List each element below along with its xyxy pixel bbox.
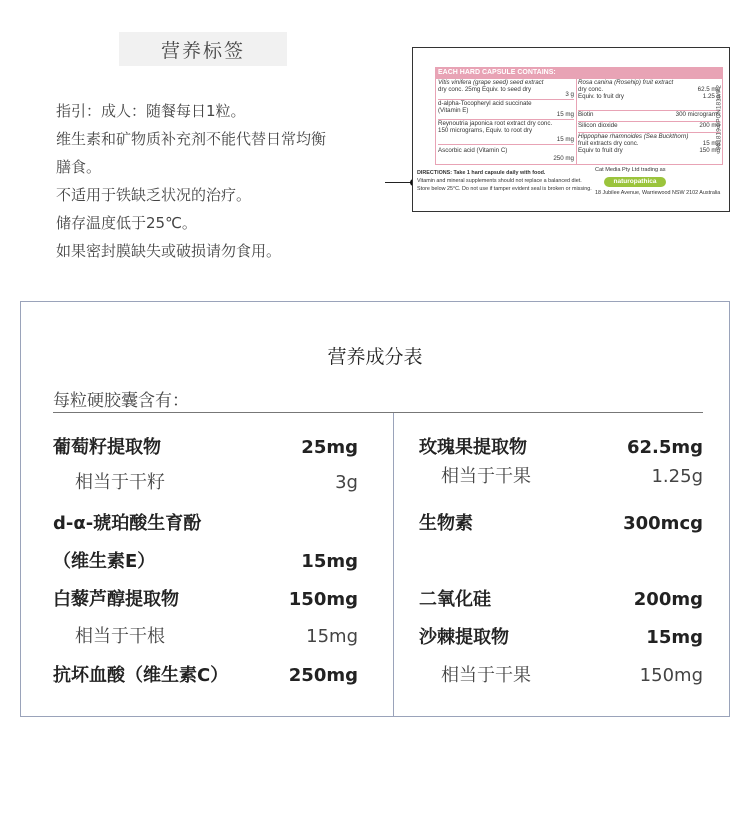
facts-subtitle: 每粒硬胶囊含有：: [53, 391, 189, 411]
label-cell-text: Equiv. to fruit dry: [578, 93, 624, 100]
facts-row: [53, 587, 358, 613]
ingredient-amount: 15mg: [301, 551, 358, 572]
ingredient-name: （维生素E）: [53, 551, 156, 572]
directions-line: 膳食。: [56, 158, 102, 176]
label-cell-value: 3 g: [565, 91, 574, 98]
ingredient-name: 二氧化硅: [419, 589, 491, 610]
directions-line: 不适用于铁缺乏状况的治疗。: [56, 186, 252, 204]
ingredient-name: 生物素: [419, 513, 473, 534]
label-cell-line: [578, 147, 720, 154]
nutrition-facts-table: [20, 301, 730, 717]
label-cell-value: 1.25 g: [702, 93, 720, 100]
ingredient-amount: 200mg: [633, 589, 703, 610]
label-side-code: 951819 9PCN1819/P2: [715, 84, 723, 151]
directions-line: 维生素和矿物质补充剂不能代替日常均衡: [56, 130, 327, 148]
label-left-column: [436, 79, 577, 164]
facts-title: 营养成分表: [327, 346, 423, 368]
brand-logo: naturopathica: [604, 177, 666, 187]
label-cell-text: (Vitamin E): [438, 107, 469, 114]
label-cell-line: [578, 122, 720, 129]
label-cell-value: 150 mg: [699, 147, 720, 154]
ingredient-name: 相当于干果: [441, 466, 531, 487]
directions-text: [56, 97, 396, 265]
facts-row: [419, 625, 703, 651]
ingredient-name: 相当于干果: [441, 665, 531, 686]
ingredient-amount: 250mg: [288, 665, 358, 686]
label-cell-text: 150 micrograms, Equiv. to root dry: [438, 127, 533, 134]
facts-row: [53, 549, 358, 575]
ingredient-amount: 62.5mg: [626, 437, 703, 458]
facts-row: [419, 587, 703, 613]
ingredient-name: 相当于干籽: [75, 472, 165, 493]
ingredient-name: 葡萄籽提取物: [53, 437, 161, 458]
label-ingredient-table: [435, 78, 723, 165]
facts-divider: [53, 412, 703, 413]
ingredient-amount: 300mcg: [623, 513, 703, 534]
label-cell: [438, 79, 574, 100]
label-cell: [578, 111, 720, 122]
facts-row: [419, 435, 703, 461]
ingredient-name: 玫瑰果提取物: [419, 437, 527, 458]
label-cell-text: d-alpha-Tocopheryl acid succinate: [438, 100, 532, 107]
facts-row: [53, 435, 358, 461]
facts-column-divider: [393, 413, 394, 716]
label-cell-value: 62.5 mg: [697, 86, 720, 93]
label-cell: [438, 147, 574, 163]
ingredient-name: 相当于干根: [75, 626, 165, 647]
label-cell-text: Equiv to fruit dry: [578, 147, 623, 154]
label-cell-text: Silicon dioxide: [578, 122, 618, 129]
label-directions: [417, 169, 592, 193]
ingredient-name: 抗坏血酸（维生素C）: [53, 665, 229, 686]
directions-line: 指引：成人：随餐每日1粒。: [56, 102, 246, 120]
label-cell-text: Vitis vinifera (grape seed) seed extract: [438, 79, 544, 86]
ingredient-amount: 150mg: [288, 589, 358, 610]
label-cell: [578, 133, 720, 163]
label-cell-text: dry conc.: [578, 86, 604, 93]
label-cell-value: 15 mg: [702, 140, 720, 147]
label-cell: [578, 79, 720, 111]
label-cell: [438, 100, 574, 120]
facts-row: [53, 470, 358, 496]
product-label: [412, 47, 730, 212]
label-directions-line: Store below 25°C. Do not use if tamper evident seal is broken or missing.: [417, 186, 592, 192]
label-cell: [438, 120, 574, 145]
facts-row: [419, 464, 703, 490]
label-header: EACH HARD CAPSULE CONTAINS:: [435, 67, 723, 78]
facts-row: [53, 624, 358, 650]
ingredient-amount: 15mg: [646, 627, 703, 648]
label-cell-text: Biotin: [578, 111, 594, 118]
label-cell: [578, 122, 720, 133]
label-cell-line: [578, 86, 720, 93]
facts-row: [419, 663, 703, 689]
ingredient-name: d-α-琥珀酸生育酚: [53, 513, 202, 534]
label-directions-line: Vitamin and mineral supplements should not replace a balanced diet.: [417, 178, 582, 184]
label-cell-text: Rosa canina (Rosehip) fruit extract: [578, 79, 674, 86]
label-cell-value: 200 mg: [699, 122, 720, 129]
ingredient-amount: 1.25g: [651, 466, 703, 487]
pointer-line: [385, 182, 413, 183]
directions-line: 储存温度低于25℃。: [56, 214, 197, 232]
facts-row: [53, 511, 358, 537]
label-cell-text: Ascorbic acid (Vitamin C): [438, 147, 508, 154]
directions-line: 如果密封膜缺失或破损请勿食用。: [56, 242, 282, 260]
label-cell-line: [578, 93, 720, 100]
label-cell-text: fruit extracts dry conc.: [578, 140, 639, 147]
facts-row: [419, 511, 703, 537]
ingredient-amount: 25mg: [301, 437, 358, 458]
facts-row: [53, 663, 358, 689]
label-directions-line: DIRECTIONS: Take 1 hard capsule daily with food.: [417, 170, 546, 176]
label-right-column: [576, 79, 722, 164]
label-cell-line: [578, 140, 720, 147]
label-cell-text: dry conc. 25mg Equiv. to seed dry: [438, 86, 532, 93]
ingredient-amount: 15mg: [306, 626, 358, 647]
label-cell-value: 250 mg: [553, 155, 574, 162]
label-cell-line: [578, 111, 720, 118]
label-cell-value: 15 mg: [556, 111, 574, 118]
ingredient-amount: 3g: [335, 472, 358, 493]
section-heading: 营养标签: [119, 32, 287, 66]
ingredient-amount: 150mg: [639, 665, 703, 686]
label-address: 18 Jubilee Avenue, Warriewood NSW 2102 Australia: [595, 190, 721, 196]
label-cell-value: 300 micrograms: [675, 111, 720, 118]
label-company: Cat Media Pty Ltd trading as: [595, 167, 666, 173]
ingredient-name: 白藜芦醇提取物: [53, 589, 179, 610]
label-cell-text: Reynoutria japonica root extract dry conc.: [438, 120, 553, 127]
label-cell-value: 15 mg: [556, 136, 574, 143]
label-cell-text: Hippophae rhamnoides (Sea Buckthorn): [578, 133, 689, 140]
ingredient-name: 沙棘提取物: [419, 627, 509, 648]
